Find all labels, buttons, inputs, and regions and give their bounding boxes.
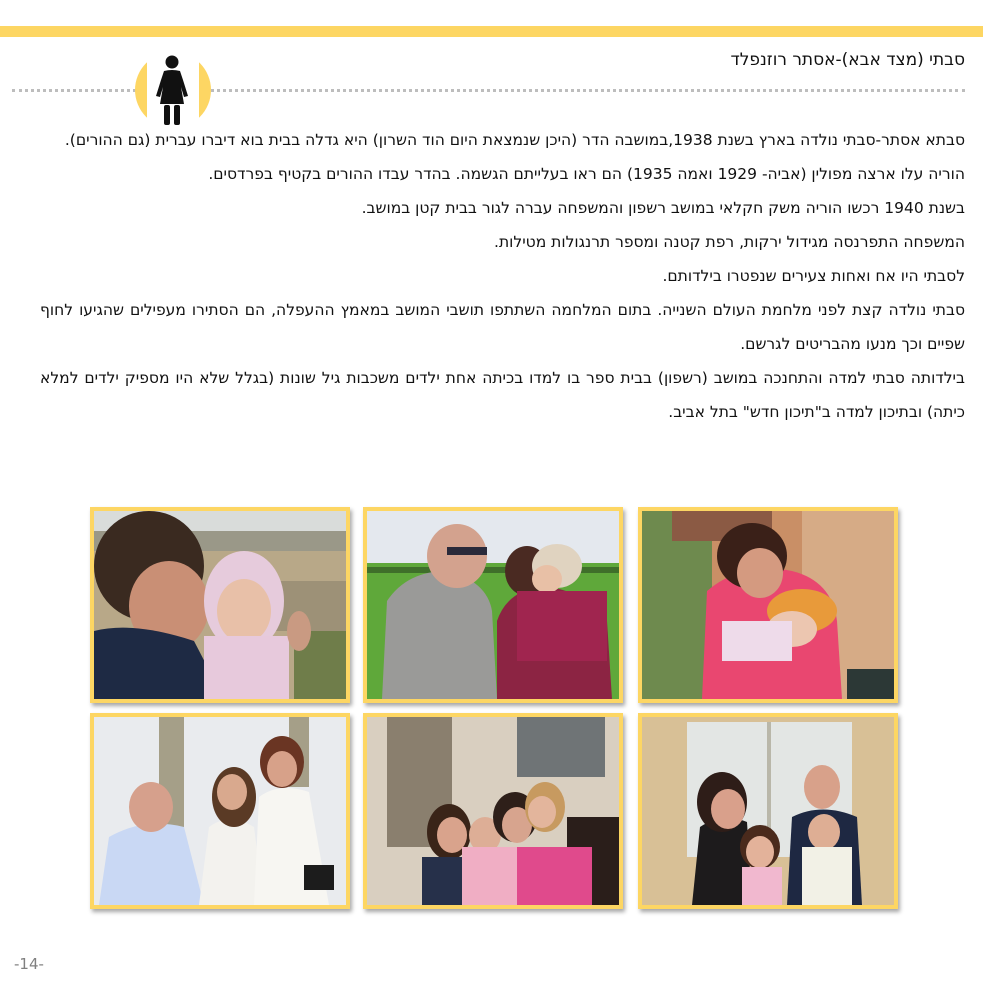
photo-grandma-pink-shirt-baby-orange-hat (638, 507, 898, 703)
photo-grandparents-field-baby (363, 507, 623, 703)
photo-grandparents-girl-white-dress (90, 713, 350, 909)
paragraph: סבתא אסתר-סבתי נולדה בארץ בשנת 1938,במושבה הדר (היכן שנמצאת היום הוד השרון) היא גדלה בבית בוא דיברו עברית (גם ההורים). (64, 131, 965, 149)
page-number: -14- (14, 955, 44, 973)
woman-figure-icon (134, 54, 212, 126)
paragraph: בילדותה סבתי למדה והתחנכה במושב (רשפון) בבית ספר בו למדו בכיתה אחת ילדים משכבות גיל שונות (בגלל שלא היו מספיק ילדים למלא כיתה) ובתיכון למדה ב"תיכון חדש" בתל אביב. (40, 369, 965, 421)
photo-grandparents-boy-girl-brick-wall (638, 713, 898, 909)
paragraph: בשנת 1940 רכשו הוריה משק חקלאי במושב רשפון והמשפחה עברה לגור בבית קטן במושב. (361, 199, 965, 217)
header-accent-bar (0, 26, 983, 37)
photo-grid (90, 507, 895, 907)
paragraph: סבתי נולדה קצת לפני מלחמת העולם השנייה. בתום המלחמה השתתפו תושבי המושב במאמץ ההעפלה, הם הסתירו מעפילים שהגיעו לחוף שפיים וכך מנעו מהבריטים לגרשם. (40, 301, 965, 353)
page-title: סבתי (מצד אבא)-אסתר רוזנפלד (730, 50, 965, 70)
photo-grandma-three-girls-sofa (363, 713, 623, 909)
paragraph: הוריה עלו ארצה מפולין (אביה- 1929 ואמה 1935) הם ראו בעלייתם הגשמה. בהדר עבדו ההורים בקטיף בפרדסים. (208, 165, 965, 183)
paragraph: לסבתי היו אח ואחות צעירים שנפטרו בילדותם. (662, 267, 965, 285)
photo-grandma-baby-pink-hood (90, 507, 350, 703)
paragraph: המשפחה התפרנסה מגידול ירקות, רפת קטנה ומספר תרנגולות מטילות. (494, 233, 965, 251)
biography-text (40, 123, 965, 429)
